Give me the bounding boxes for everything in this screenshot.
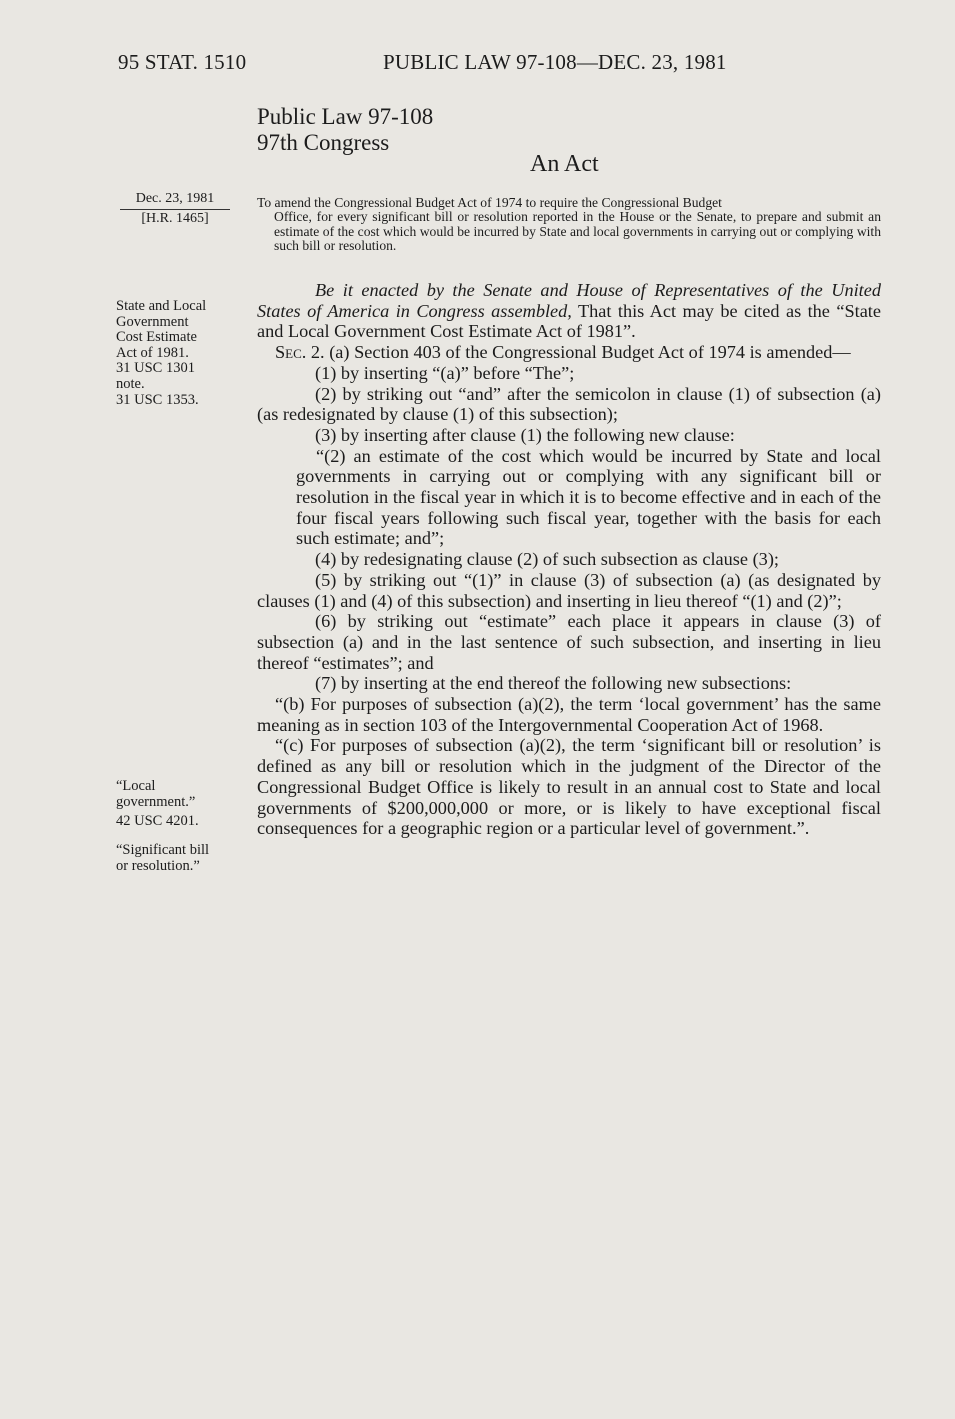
- purpose-paragraph: [257, 196, 881, 254]
- margin-line: government.”: [116, 793, 196, 810]
- congress-number: 97th Congress: [257, 130, 390, 155]
- page-stat-number: 95 STAT. 1510: [118, 50, 247, 74]
- law-title-block: [257, 104, 433, 156]
- section-2: [257, 342, 881, 363]
- section-text: (a) Section 403 of the Congressional Budget Act of 1974 is amended—: [324, 342, 851, 363]
- clause-5: (5) by striking out “(1)” in clause (3) of subsection (a) (as designated by clauses (1) and (4) of this subsection) and inserting in lieu thereof “(1) and (2)”;: [257, 569, 881, 611]
- margin-date-block: [120, 190, 230, 228]
- margin-line: 42 USC 4201.: [116, 813, 199, 830]
- margin-line: 31 USC 1301: [116, 360, 195, 377]
- enacting-formula: Be it enacted by the Senate and House of Representatives of the United States of America in Congress assembled,: [257, 280, 881, 321]
- subsection-b: “(b) For purposes of subsection (a)(2), the term ‘local government’ has the same meaning as in section 103 of the Intergovernmental Cooperation Act of 1968.: [257, 694, 881, 735]
- clause-7: (7) by inserting at the end thereof the following new subsections:: [315, 673, 792, 694]
- margin-bill-number: [H.R. 1465]: [141, 211, 209, 226]
- act-body: [257, 280, 881, 839]
- public-law-number: Public Law 97-108: [257, 104, 434, 129]
- margin-line: or resolution.”: [116, 857, 200, 874]
- margin-line: 31 USC 1353.: [116, 391, 199, 408]
- clause-2: (2) by striking out “and” after the semicolon in clause (1) of subsection (a) (as redesignated by clause (1) of this subsection);: [257, 383, 881, 425]
- clause-1: (1) by inserting “(a)” before “The”;: [315, 362, 575, 383]
- margin-date: Dec. 23, 1981: [120, 190, 230, 210]
- purpose-first-line: To amend the Congressional Budget Act of 1974 to require the Congressional Budget: [257, 195, 722, 210]
- margin-line: Cost Estimate: [116, 329, 197, 346]
- margin-note-significant-bill: [116, 843, 209, 874]
- margin-line: Government: [116, 313, 189, 330]
- short-title-text: That this Act may be cited as the “State and Local Government Cost Estimate Act of 1981”.: [257, 300, 881, 342]
- quoted-clause-2: “(2) an estimate of the cost which would be incurred by State and local governments in carrying out or complying with any significant bill or resolution in the fiscal year in which it is to become effective and in each of the four fiscal years following such fiscal year, together with the basis for each such estimate; and”;: [296, 445, 881, 549]
- clause-6: (6) by striking out “estimate” each place it appears in clause (3) of subsection (a) and in the last sentence of such subsection, and inserting in lieu thereof “estimates”; and: [257, 611, 881, 673]
- margin-note-local-government: [116, 779, 199, 830]
- margin-line: note.: [116, 375, 145, 392]
- clause-4: (4) by redesignating clause (2) of such subsection as clause (3);: [315, 549, 779, 570]
- act-heading: An Act: [530, 151, 599, 177]
- margin-line: “Local: [116, 778, 156, 794]
- margin-line: “Significant bill: [116, 842, 210, 858]
- margin-line: Act of 1981.: [116, 344, 189, 361]
- purpose-rest: Office, for every significant bill or resolution reported in the House or the Senate, to prepare and submit an estimate of the cost which would be incurred by State and local governments in carrying out or complying with such bill or resolution.: [274, 209, 881, 254]
- enacting-clause: [257, 280, 881, 342]
- running-head: PUBLIC LAW 97-108—DEC. 23, 1981: [383, 50, 727, 74]
- margin-line: State and Local: [116, 298, 207, 314]
- subsection-c: “(c) For purposes of subsection (a)(2), the term ‘significant bill or resolution’ is defined as any bill or resolution which in the judgment of the Director of the Congressional Budget Office is likely to result in an annual cost to State and local governments of $200,000,000 or more, or is likely to have exceptional fiscal consequences for a geographic region or a particular level of government.”.: [257, 735, 881, 839]
- clause-3: (3) by inserting after clause (1) the following new clause:: [315, 424, 735, 445]
- margin-note-short-title: [116, 299, 206, 408]
- section-label: Sec. 2.: [275, 342, 325, 363]
